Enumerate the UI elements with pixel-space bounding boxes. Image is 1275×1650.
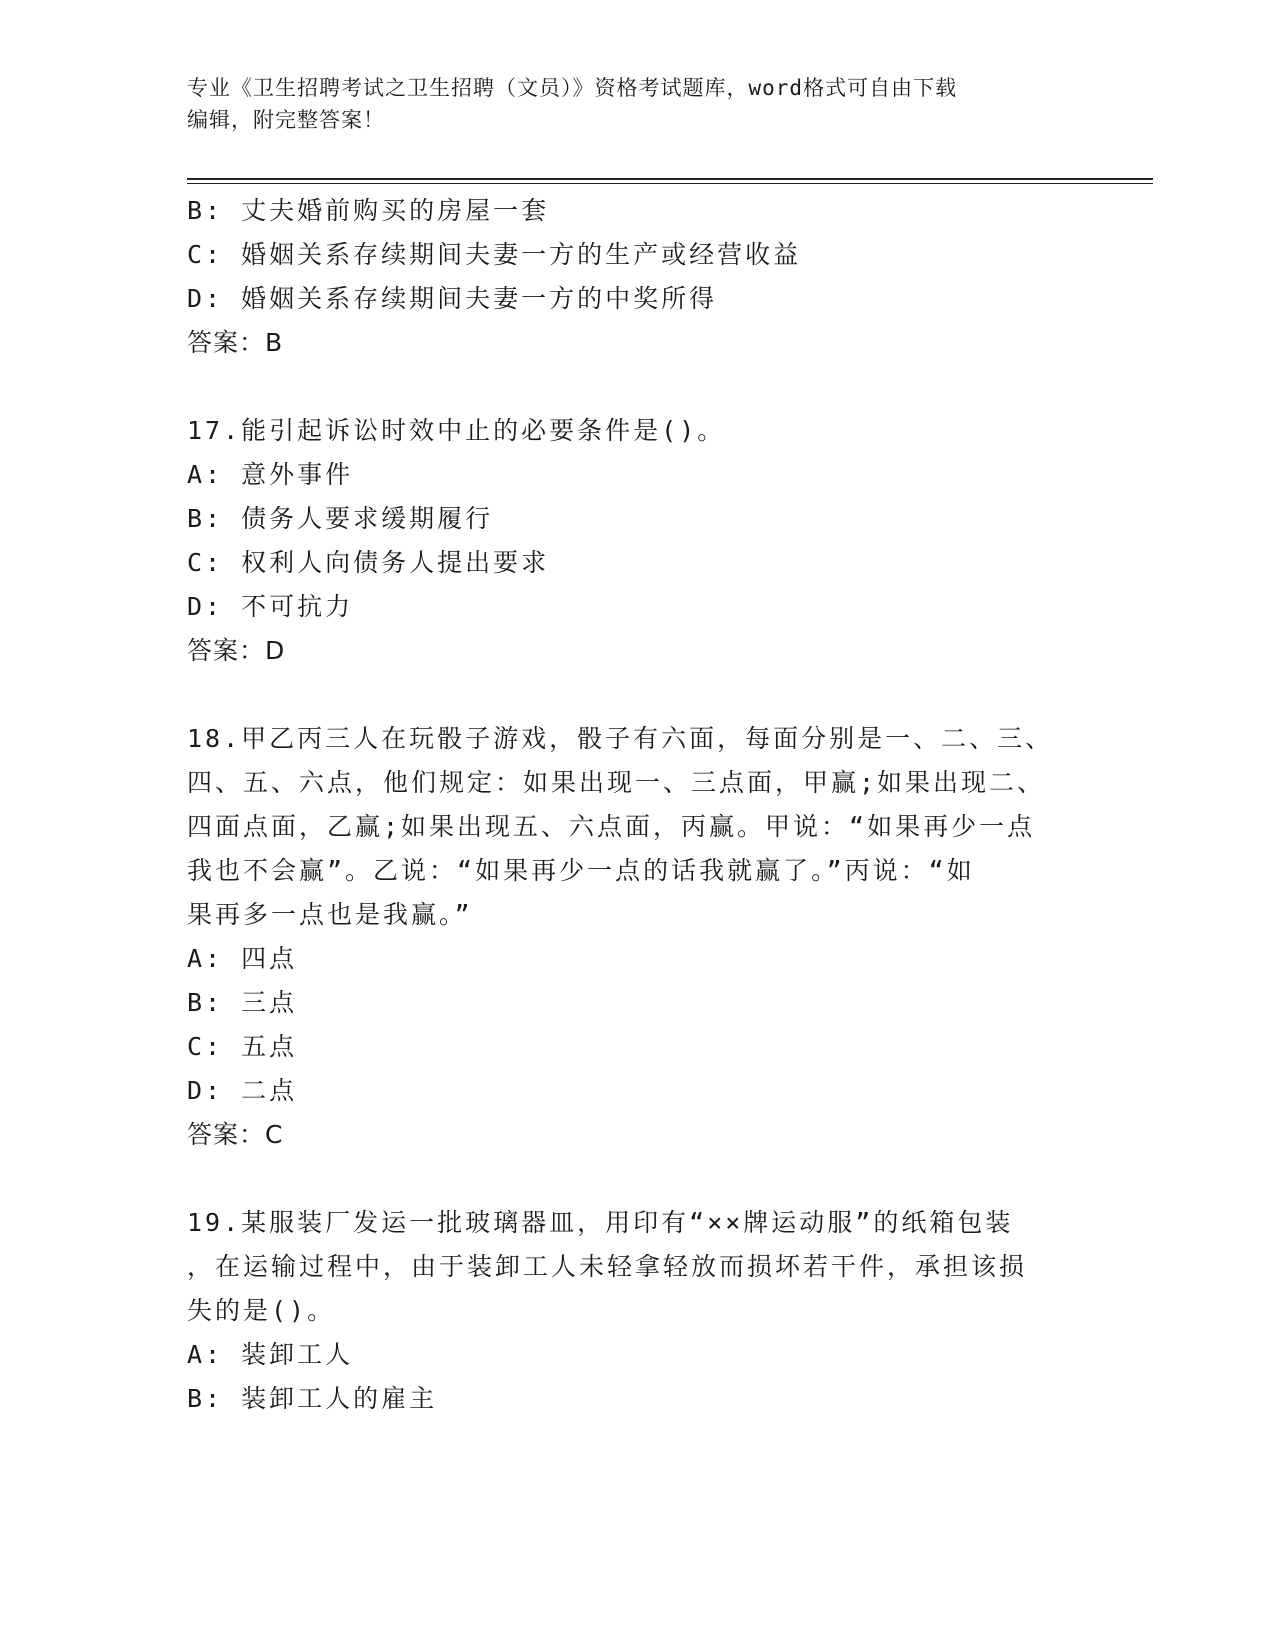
q17-option-c: C: 权利人向债务人提出要求 bbox=[187, 548, 550, 577]
q19-option-b: B: 装卸工人的雇主 bbox=[187, 1384, 438, 1413]
q18-option-c: C: 五点 bbox=[187, 1032, 298, 1061]
q18-option-a: A: 四点 bbox=[187, 944, 298, 973]
q16-option-c: C: 婚姻关系存续期间夫妻一方的生产或经营收益 bbox=[187, 240, 802, 269]
q18-stem-line-2: 四、五、六点，他们规定：如果出现一、三点面，甲赢;如果出现二、 bbox=[187, 768, 1046, 797]
q18-stem-line-1: 18.甲乙丙三人在玩骰子游戏，骰子有六面，每面分别是一、二、三、 bbox=[187, 724, 1054, 753]
header-divider-thin bbox=[187, 183, 1153, 184]
header-divider-thick bbox=[187, 178, 1153, 180]
q17-answer: 答案：D bbox=[187, 636, 286, 665]
q18-option-d: D: 二点 bbox=[187, 1076, 298, 1105]
q19-option-a: A: 装卸工人 bbox=[187, 1340, 354, 1369]
q16-answer: 答案：B bbox=[187, 328, 284, 357]
q18-stem-line-5: 果再多一点也是我赢。” bbox=[187, 900, 473, 929]
q19-stem-line-3: 失的是()。 bbox=[187, 1296, 336, 1325]
q17-option-a: A: 意外事件 bbox=[187, 460, 354, 489]
header-line-2: 编辑，附完整答案！ bbox=[187, 108, 385, 132]
q19-stem-line-2: ，在运输过程中，由于装卸工人未轻拿轻放而损坏若干件，承担该损 bbox=[187, 1252, 1028, 1281]
q17-option-d: D: 不可抗力 bbox=[187, 592, 354, 621]
q18-stem-line-4: 我也不会赢”。乙说：“如果再少一点的话我就赢了。”丙说：“如 bbox=[187, 856, 975, 885]
q18-stem-line-3: 四面点面，乙赢;如果出现五、六点面，丙赢。甲说：“如果再少一点 bbox=[187, 812, 1036, 841]
header-line-1: 专业《卫生招聘考试之卫生招聘（文员）》资格考试题库，word格式可自由下载 bbox=[187, 76, 958, 100]
q16-option-b: B: 丈夫婚前购买的房屋一套 bbox=[187, 196, 550, 225]
q18-answer: 答案：C bbox=[187, 1120, 284, 1149]
q17-option-b: B: 债务人要求缓期履行 bbox=[187, 504, 494, 533]
q16-option-d: D: 婚姻关系存续期间夫妻一方的中奖所得 bbox=[187, 284, 718, 313]
q19-stem-line-1: 19.某服装厂发运一批玻璃器皿，用印有“××牌运动服”的纸箱包装 bbox=[187, 1208, 1014, 1237]
q17-stem: 17.能引起诉讼时效中止的必要条件是()。 bbox=[187, 416, 726, 445]
document-header bbox=[187, 72, 1067, 136]
q18-option-b: B: 三点 bbox=[187, 988, 298, 1017]
